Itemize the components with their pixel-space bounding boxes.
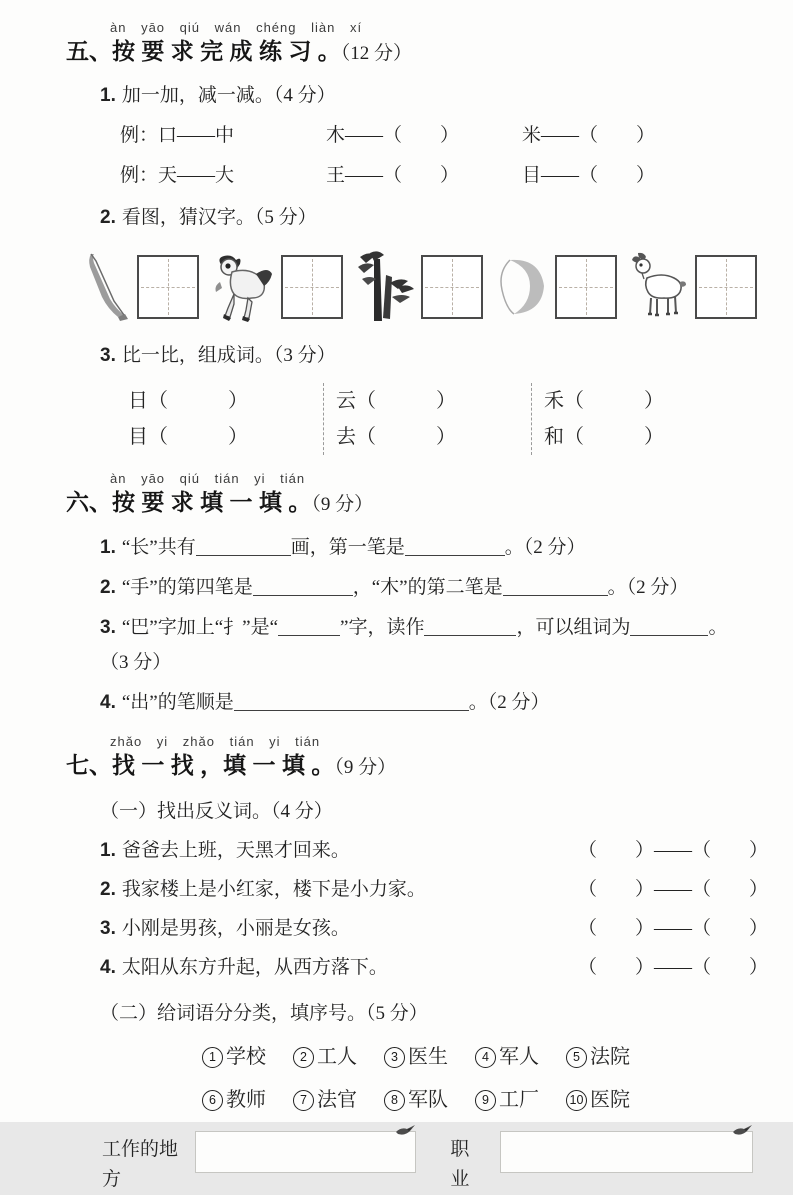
q6-3-number: 3. [100, 617, 116, 638]
example-cell: 例：口——中 [120, 125, 235, 146]
circled-number: 1 [202, 1047, 223, 1068]
picture-pair-goat [630, 252, 757, 322]
character-writing-box[interactable] [555, 255, 617, 319]
q5-3-number: 3. [100, 345, 116, 366]
word-category-row-2 [202, 1085, 753, 1115]
picture-pair-moon [496, 255, 617, 319]
section6-title [66, 487, 753, 520]
q6-4 [100, 687, 753, 718]
section6-title-text: 六、按 要 求 填 一 填 。 [66, 489, 312, 515]
circled-number: 8 [384, 1090, 405, 1111]
section7-title-text: 七、找 一 找 ，填 一 填 。 [66, 752, 335, 778]
q6-3-text-1: “巴”字加上“扌”是“ [121, 617, 279, 638]
answer-cell[interactable]: 木——（ ） [326, 125, 460, 146]
answer-blank[interactable] [196, 537, 291, 556]
word-item [202, 1085, 266, 1115]
circled-number: 2 [293, 1047, 314, 1068]
sentence-text [100, 836, 350, 866]
word-label: 军队 [408, 1089, 448, 1111]
q6-4-number: 4. [100, 692, 116, 713]
word-item [475, 1042, 539, 1072]
circled-number: 9 [475, 1090, 496, 1111]
antonym-answer-slots[interactable]: （ ）——（ ） [577, 918, 768, 939]
q6-3-score-line [100, 647, 753, 678]
section7-title [66, 750, 753, 783]
antonym-sentence-row [100, 953, 768, 983]
q6-2-number: 2. [100, 577, 116, 598]
section5-title [66, 36, 753, 69]
part1-heading: （一）找出反义词。（4 分） [100, 801, 333, 822]
compare-col-1 [116, 383, 324, 455]
add-subtract-row-1 [120, 121, 753, 151]
compare-words-table [116, 383, 753, 455]
q5-2-text: 看图，猜汉字。（5 分） [121, 207, 317, 228]
word-category-row-1 [202, 1042, 753, 1072]
q6-3-score: （3 分） [100, 652, 172, 673]
q6-1 [100, 532, 753, 563]
circled-number: 3 [384, 1047, 405, 1068]
bird-icon [730, 1123, 756, 1138]
section6-score: （9 分） [311, 494, 374, 515]
section6-pinyin: àn yāo qiú tián yi tián [110, 471, 306, 486]
answer-cell[interactable]: 目——（ ） [522, 165, 656, 186]
word-item [475, 1085, 539, 1115]
antonym-sentence-row [100, 875, 768, 905]
word-label: 工厂 [499, 1089, 539, 1111]
word-label: 法院 [590, 1046, 630, 1068]
q5-1-text: 加一加，减一减。（4 分） [121, 85, 336, 106]
sentence-text [100, 914, 350, 944]
section5-pinyin: àn yāo qiú wán chéng liàn xí [110, 20, 363, 35]
compare-cell[interactable]: 日（ ） [128, 390, 248, 412]
example-cell: 例：天——大 [120, 165, 235, 186]
q5-2-number: 2. [100, 207, 116, 228]
q5-3-text: 比一比，组成词。（3 分） [121, 345, 336, 366]
sentence-body: 太阳从东方升起，从西方落下。 [121, 957, 388, 978]
section5-title-text: 五、按 要 求 完 成 练 习 。 [66, 38, 341, 64]
sentence-number: 1. [100, 840, 116, 861]
q6-3-text-4: 。 [708, 617, 728, 638]
category-label-occupation: 职 业 [450, 1139, 470, 1190]
circled-number: 6 [202, 1090, 223, 1111]
character-writing-box[interactable] [281, 255, 343, 319]
q6-1-text-3: 。（2 分） [504, 537, 586, 558]
word-item [384, 1085, 448, 1115]
answer-blank[interactable] [234, 692, 469, 711]
sentence-text [100, 953, 388, 983]
q5-3-heading [100, 341, 753, 371]
q5-2-heading [100, 203, 753, 233]
picture-pair-horse [212, 252, 343, 322]
answer-blank[interactable] [253, 577, 353, 596]
answer-blank[interactable] [503, 577, 608, 596]
word-label: 医生 [408, 1046, 448, 1068]
compare-cell[interactable]: 禾（ ） [544, 390, 664, 412]
antonym-sentence-row [100, 914, 768, 944]
word-item [566, 1085, 630, 1115]
word-item [566, 1042, 630, 1072]
q6-1-text-1: “长”共有 [121, 537, 196, 558]
word-item [384, 1042, 448, 1072]
antonym-sentence-row [100, 836, 768, 866]
q6-2-text-2: ，“木”的第二笔是 [352, 577, 503, 598]
circled-number: 4 [475, 1047, 496, 1068]
q6-4-text-1: “出”的笔顺是 [121, 692, 234, 713]
word-label: 教师 [226, 1089, 266, 1111]
compare-col-2 [324, 383, 532, 455]
character-writing-box[interactable] [421, 255, 483, 319]
section5-score: （12 分） [340, 43, 412, 64]
picture-pair-bamboo [356, 249, 483, 325]
word-label: 工人 [317, 1046, 357, 1068]
add-subtract-row-2 [120, 161, 753, 191]
sentence-body: 我家楼上是小红家，楼下是小力家。 [121, 879, 426, 900]
compare-cell[interactable]: 去（ ） [336, 426, 456, 448]
answer-blank[interactable] [424, 617, 516, 636]
sentence-body: 爸爸去上班，天黑才回来。 [121, 840, 350, 861]
q6-3-text-3: ，可以组词为 [516, 617, 631, 638]
sentence-number: 4. [100, 957, 116, 978]
word-label: 法官 [317, 1089, 357, 1111]
circled-number: 5 [566, 1047, 587, 1068]
q6-1-number: 1. [100, 537, 116, 558]
circled-number: 10 [566, 1090, 587, 1111]
answer-blank[interactable] [405, 537, 505, 556]
character-writing-box[interactable] [137, 255, 199, 319]
answer-blank[interactable] [278, 617, 340, 636]
horse-icon [212, 252, 274, 322]
compare-cell[interactable]: 云（ ） [336, 390, 456, 412]
q6-2-text-1: “手”的第四笔是 [121, 577, 253, 598]
section7-pinyin: zhǎo yi zhǎo tián yi tián [110, 734, 321, 749]
answer-cell[interactable]: 王——（ ） [326, 165, 460, 186]
workplace-answer-box[interactable] [195, 1131, 416, 1173]
q6-3 [100, 612, 753, 643]
goat-icon [630, 252, 688, 322]
circled-number: 7 [293, 1090, 314, 1111]
knife-icon [84, 251, 130, 323]
q6-3-text-2: ”字，读作 [340, 617, 425, 638]
answer-cell[interactable]: 米——（ ） [522, 125, 656, 146]
compare-col-3 [532, 383, 740, 455]
answer-blank[interactable] [630, 617, 708, 636]
compare-cell[interactable]: 和（ ） [544, 426, 664, 448]
word-item [293, 1042, 357, 1072]
word-item [293, 1085, 357, 1115]
q6-2 [100, 572, 753, 603]
category-answer-row [102, 1135, 753, 1195]
section7-score: （9 分） [334, 757, 397, 778]
sentence-text [100, 875, 426, 905]
word-item [202, 1042, 266, 1072]
antonym-answer-slots[interactable]: （ ）——（ ） [577, 879, 768, 900]
bird-icon [393, 1123, 419, 1138]
category-label-workplace: 工作的地方 [102, 1139, 179, 1190]
antonym-answer-slots[interactable]: （ ）——（ ） [577, 840, 768, 861]
character-writing-box[interactable] [695, 255, 757, 319]
bamboo-icon [356, 249, 414, 325]
occupation-answer-box[interactable] [500, 1131, 753, 1173]
word-label: 医院 [590, 1089, 630, 1111]
q5-1-number: 1. [100, 85, 116, 106]
sentence-number: 2. [100, 879, 116, 900]
part2-heading: （二）给词语分分类，填序号。（5 分） [100, 1003, 428, 1024]
sentence-body: 小刚是男孩，小丽是女孩。 [121, 918, 350, 939]
picture-pair-knife [84, 251, 199, 323]
q6-4-text-2: 。（2 分） [468, 692, 550, 713]
word-label: 学校 [226, 1046, 266, 1068]
q5-1-heading [100, 81, 753, 111]
antonym-answer-slots[interactable]: （ ）——（ ） [577, 957, 768, 978]
word-label: 军人 [499, 1046, 539, 1068]
sentence-number: 3. [100, 918, 116, 939]
compare-cell[interactable]: 目（ ） [128, 426, 248, 448]
q6-1-text-2: 画，第一笔是 [290, 537, 405, 558]
q6-2-text-3: 。（2 分） [607, 577, 689, 598]
moon-icon [496, 256, 548, 318]
picture-guess-row [84, 249, 753, 325]
